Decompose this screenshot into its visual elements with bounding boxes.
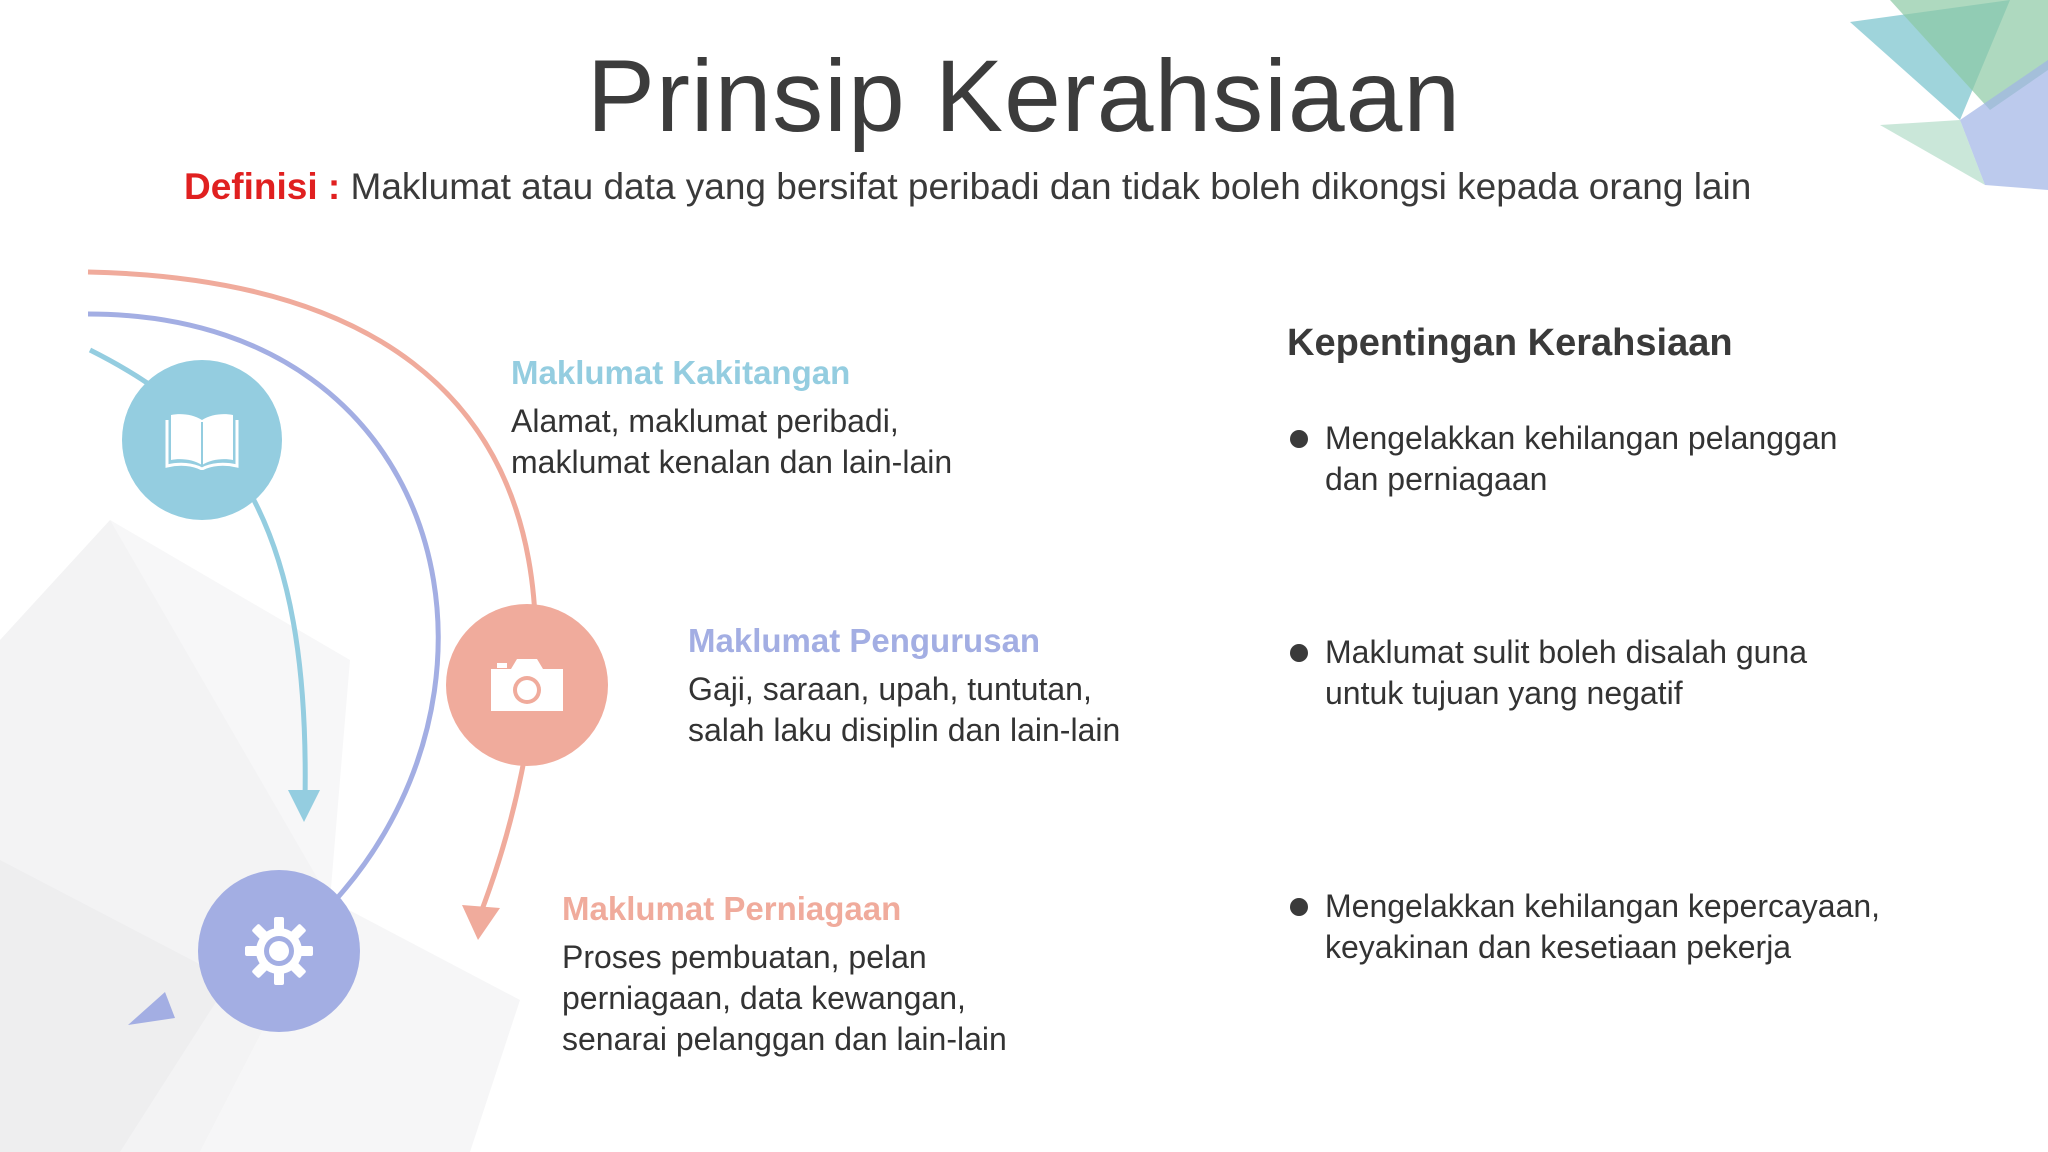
definition-text: Maklumat atau data yang bersifat peribadi dan tidak boleh dikongsi kepada orang lain [350,166,1752,207]
bullet-item [1288,632,1988,714]
definition [184,166,1751,208]
salmon-arc [88,272,536,915]
definition-label: Definisi : [184,166,341,207]
item-heading-perniagaan: Maklumat Perniagaan [562,890,902,927]
bullet-text: Maklumat sulit boleh disalah guna untuk tujuan yang negatif [1325,634,1808,711]
item-desc-perniagaan: Proses pembuatan, pelan perniagaan, data kewangan, senarai pelanggan dan lain-lain [562,939,1007,1057]
importance-title: Kepentingan Kerahsiaan [1287,322,1733,364]
bullet-item [1288,418,1988,500]
blue-arrowhead [288,790,320,822]
book-circle [122,360,282,520]
bullet-dot [1290,898,1308,916]
item-desc-kakitangan: Alamat, maklumat peribadi, maklumat kenalan dan lain-lain [511,403,953,480]
item-desc-pengurusan: Gaji, saraan, upah, tuntutan, salah laku disiplin dan lain-lain [688,671,1121,748]
salmon-arrowhead [462,905,500,940]
item-heading-kakitangan: Maklumat Kakitangan [511,354,851,391]
bullet-text: Mengelakkan kehilangan pelanggan dan perniagaan [1325,420,1838,497]
page-title: Prinsip Kerahsiaan [586,39,1462,153]
camera-circle [446,604,608,766]
bullet-dot [1290,430,1308,448]
bullet-text: Mengelakkan kehilangan kepercayaan, keyakinan dan kesetiaan pekerja [1325,888,1881,965]
item-heading-pengurusan: Maklumat Pengurusan [688,622,1041,659]
bullet-item [1288,886,1988,968]
purple-arrowhead [128,992,175,1025]
gear-icon [243,915,315,987]
book-icon [165,410,239,470]
bullet-dot [1290,644,1308,662]
gear-circle [198,870,360,1032]
camera-icon [487,655,567,715]
